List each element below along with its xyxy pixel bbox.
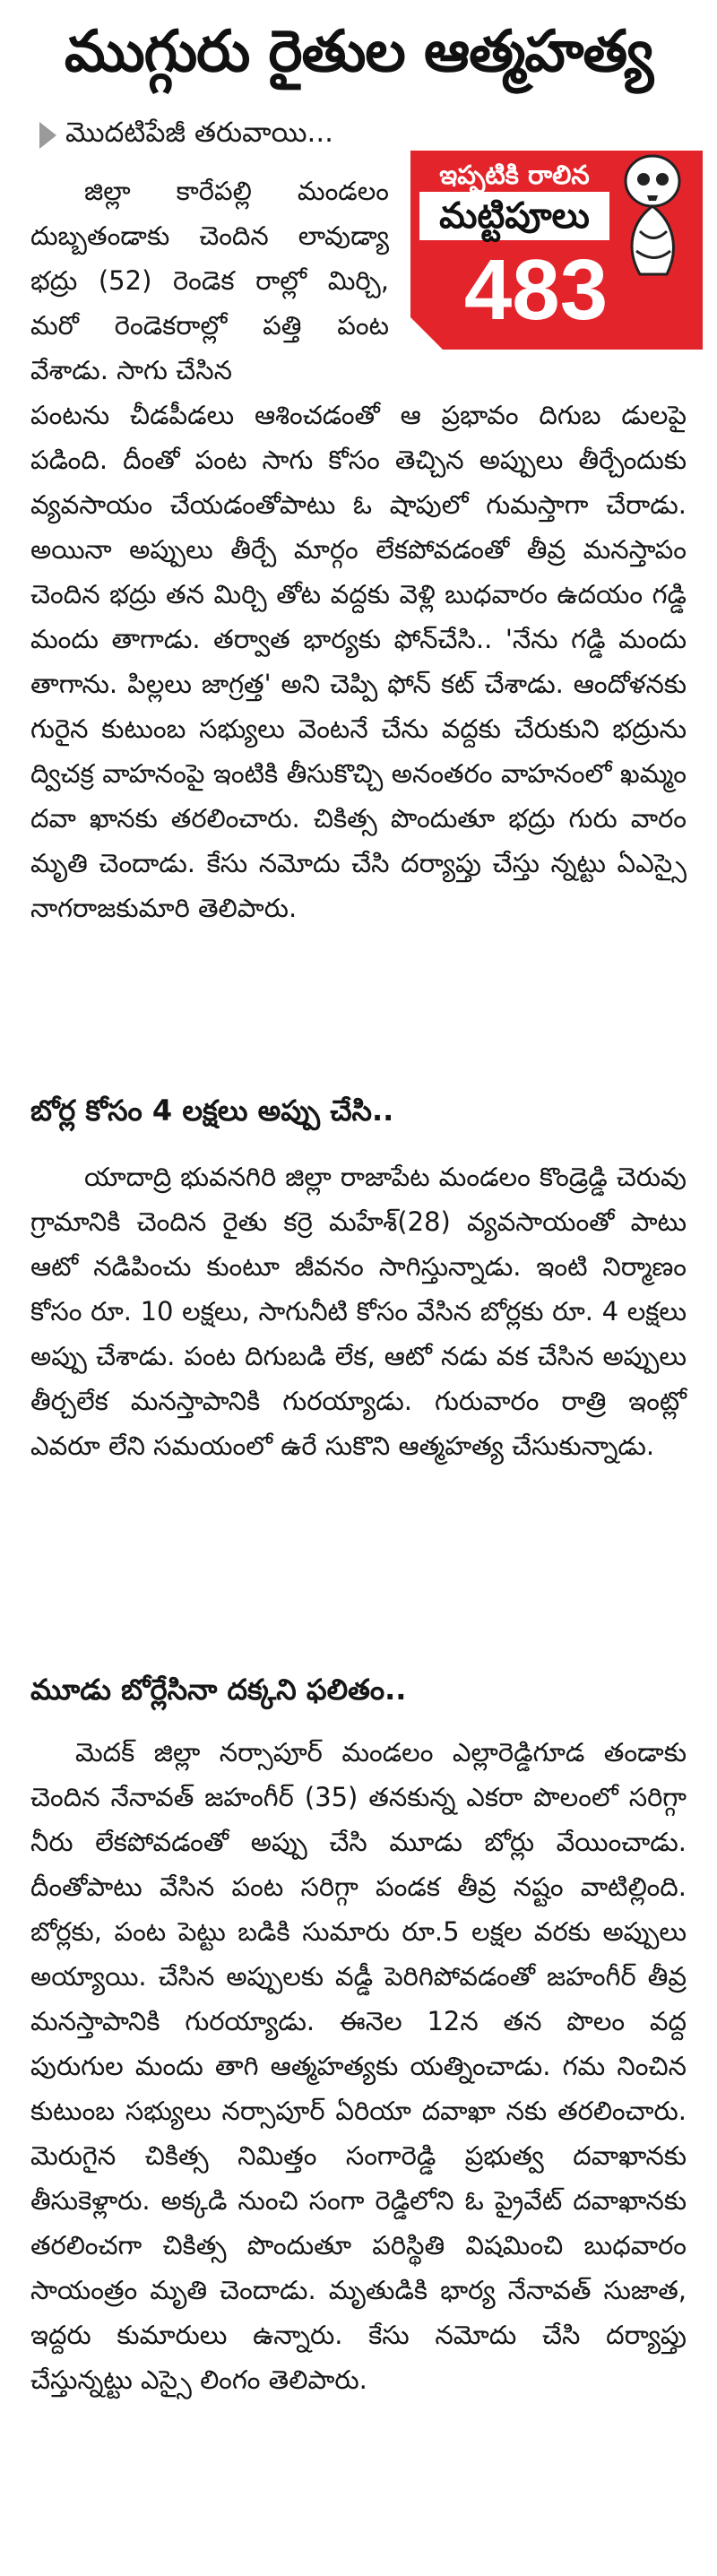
continued-label: మొదటిపేజీ తరువాయి... bbox=[65, 116, 334, 149]
story3-body: మెదక్ జిల్లా నర్సాపూర్ మండలం ఎల్లారెడ్డిగూడ తండాకు చెందిన నేనావత్ జహంగీర్ (35) తనకున్న ఎకరా పొలంలో సరిగ్గా నీరు లేకపోవడంతో అప్పు చేసి మూడు బోర్లు వేయించాడు. దీంతోపాటు వేసిన పంట సరిగ్గా పండక తీవ్ర నష్టం వాటిల్లింది. బోర్లకు, పంట పెట్టు బడికి సుమారు రూ.5 లక్షల వరకు అప్పులు అయ్యాయి. చేసిన అప్పులకు వడ్డీ పెరిగిపోవడంతో జహంగీర్ తీవ్ర మనస్తాపానికి గురయ్యాడు. ఈనెల 12న తన పొలం వద్ద పురుగుల మందు తాగి ఆత్మహత్యకు యత్నించాడు. గమ నించిన కుటుంబ సభ్యులు నర్సాపూర్ ఏరియా దవాఖా నకు తరలించారు. మెరుగైన చికిత్స నిమిత్తం సంగారెడ్డి ప్రభుత్వ దవాఖానకు తీసుకెళ్లారు. అక్కడి నుంచి సంగా రెడ్డిలోని ఓ ప్రైవేట్ దవాఖానకు తరలించగా చికిత్స పొందుతూ పరిస్థితి విషమించి బుధవారం సాయంత్రం మృతి చెందాడు. మృతుడికి భార్య నేనావత్ సుజాత, ఇద్దరు కుమారులు ఉన్నారు. కేసు నమోదు చేసి దర్యాప్తు చేస్తున్నట్టు ఎస్సై లింగం తెలిపారు. bbox=[30, 1737, 687, 2395]
infobox-caption-top: ఇప్పటికి రాలిన bbox=[439, 160, 590, 190]
death-toll-infobox bbox=[410, 151, 703, 350]
story1-lead: జిల్లా కారేపల్లి మండలం దుబ్బతండాకు చెందిన లావుడ్యా భద్రు (52) రెండెక రాల్లో మిర్చి, మరో రెండెకరాల్లో పత్తి పంట వేశాడు. సాగు చేసిన bbox=[30, 176, 389, 385]
skull-figure-icon bbox=[613, 151, 695, 285]
infobox-count: 483 bbox=[463, 242, 609, 338]
infobox-caption-main: మట్టిపూలు bbox=[419, 192, 609, 240]
story3-subhead: మూడు బోర్లేసినా దక్కని ఫలితం.. bbox=[30, 1673, 407, 1707]
story1-body: పంటను చీడపీడలు ఆశించడంతో ఆ ప్రభావం దిగుబ డులపై పడింది. దీంతో పంట సాగు కోసం తెచ్చిన అప్పులు తీర్చేందుకు వ్యవసాయం చేయడంతోపాటు ఓ షాపులో గుమస్తాగా చేరాడు. అయినా అప్పులు తీర్చే మార్గం లేకపోవడంతో తీవ్ర మనస్తాపం చెందిన భద్రు తన మిర్చి తోట వద్దకు వెళ్లి బుధవారం ఉదయం గడ్డి మందు తాగాడు. తర్వాత భార్యకు ఫోన్‌చేసి.. 'నేను గడ్డి మందు తాగాను. పిల్లలు జాగ్రత్త' అని చెప్పి ఫోన్ కట్ చేశాడు. ఆందోళనకు గురైన కుటుంబ సభ్యులు వెంటనే చేను వద్దకు చేరుకుని భద్రును ద్విచక్ర వాహనంపై ఇంటికి తీసుకొచ్చి అనంతరం వాహనంలో ఖమ్మం దవా ఖానకు తరలించారు. చికిత్స పొందుతూ భద్రు గురు వారం మృతి చెందాడు. కేసు నమోదు చేసి దర్యాప్తు చేస్తు న్నట్టు ఏఎస్సై నాగరాజకుమారి తెలిపారు. bbox=[30, 400, 687, 923]
story2-body: యాదాద్రి భువనగిరి జిల్లా రాజాపేట మండలం కొండ్రెడ్డి చెరువు గ్రామానికి చెందిన రైతు కర్రె మహేశ్(28) వ్యవసాయంతో పాటు ఆటో నడిపించు కుంటూ జీవనం సాగిస్తున్నాడు. ఇంటి నిర్మాణం కోసం రూ. 10 లక్షలు, సాగునీటి కోసం వేసిన బోర్లకు రూ. 4 లక్షలు అప్పు చేశాడు. పంట దిగుబడి లేక, ఆటో నడు వక చేసిన అప్పులు తీర్చలేక మనస్తాపానికి గురయ్యాడు. గురువారం రాత్రి ఇంట్లో ఎవరూ లేని సమయంలో ఉరే సుకొని ఆత్మహత్య చేసుకున్నాడు. bbox=[30, 1162, 687, 1461]
headline: ముగ్గురు రైతుల ఆత్మహత్య bbox=[64, 19, 653, 85]
continued-from-front-page bbox=[39, 113, 333, 158]
story2-subhead: బోర్ల కోసం 4 లక్షలు అప్పు చేసి.. bbox=[30, 1094, 394, 1128]
chevron-right-icon bbox=[39, 122, 56, 149]
